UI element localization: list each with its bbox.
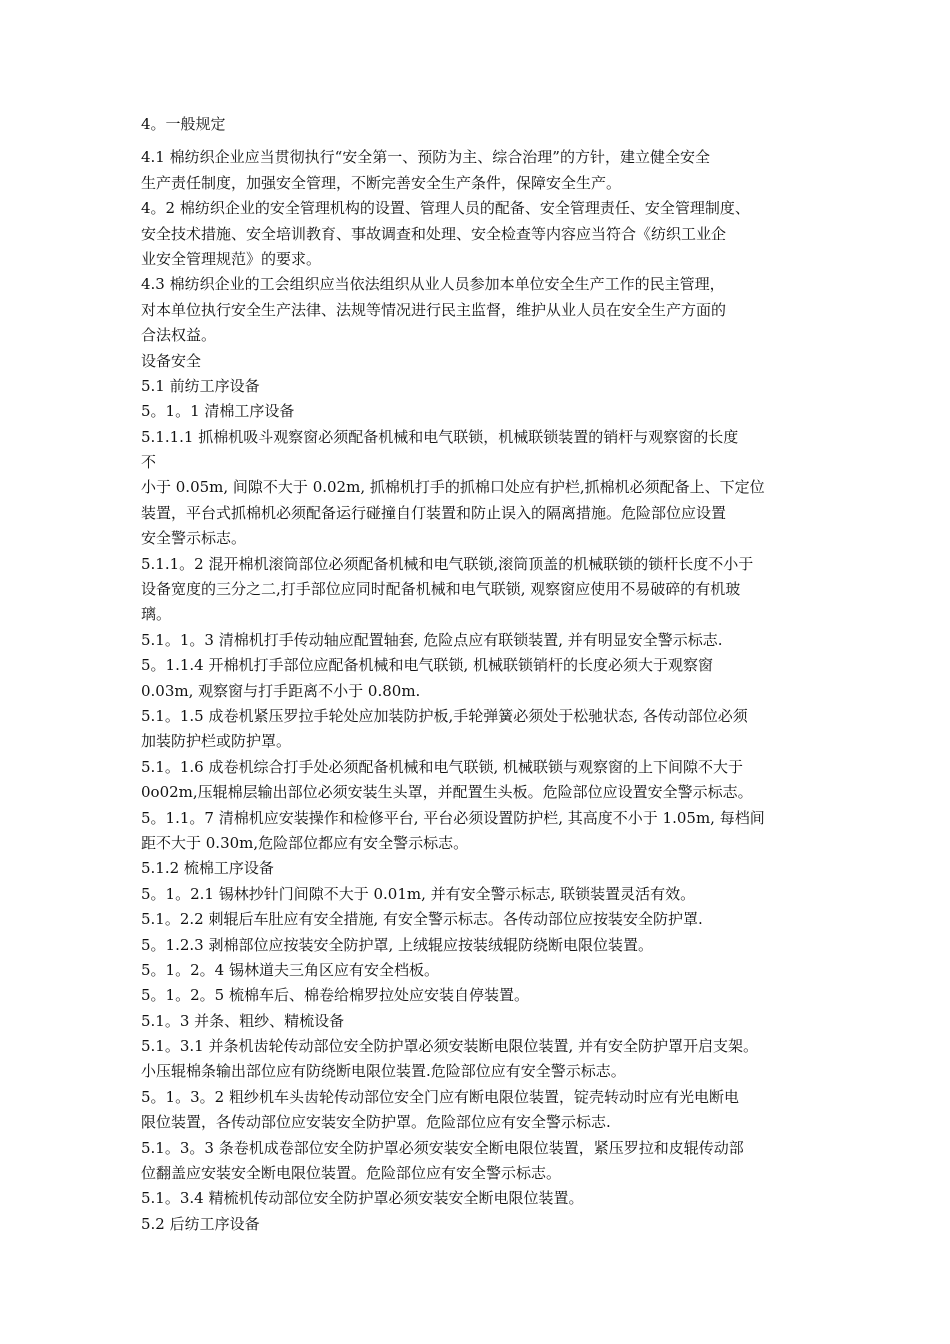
paragraph-gap: [141, 137, 831, 145]
document-body: [141, 112, 831, 1237]
text-line: 5.1 前纺工序设备: [141, 376, 260, 395]
text-line: 0.03m, 观察窗与打手距离不小于 0.80m.: [141, 681, 421, 700]
text-line: 5.1。3.4 精梳机传动部位安全防护罩必须安装安全断电限位装置。: [141, 1189, 584, 1208]
text-line: 5.1。3 并条、粗纱、精梳设备: [141, 1011, 345, 1030]
text-line: 5.1。3。3 条卷机成卷部位安全防护罩必须安装安全断电限位装置，紧压罗拉和皮辊传动部: [141, 1138, 744, 1157]
text-line: 加装防护栏或防护罩。: [141, 732, 292, 751]
text-line: 限位装置，各传动部位应安装安全防护罩。危险部位应有安全警示标志.: [141, 1113, 611, 1132]
text-line: 生产责任制度，加强安全管理，不断完善安全生产条件，保障安全生产。: [141, 173, 622, 192]
text-line: 5.2 后纺工序设备: [141, 1214, 260, 1233]
text-line: 0o02m,压辊棉层输出部位必须安装生头罩，并配置生头板。危险部位应设置安全警示标志。: [141, 783, 753, 802]
text-line: 璃。: [141, 605, 172, 624]
text-line: 距不大于 0.30m,危险部位都应有安全警示标志。: [141, 833, 469, 852]
text-line: 安全警示标志。: [141, 529, 247, 548]
text-line: 5。1.2.3 剥棉部位应按装安全防护罩, 上绒辊应按装绒辊防绕断电限位装置。: [141, 935, 654, 954]
text-line: 5.1.2 梳棉工序设备: [141, 859, 274, 878]
text-line: 设备安全: [141, 351, 202, 370]
text-line: 业安全管理规范》的要求。: [141, 249, 322, 268]
text-line: 4。一般规定: [141, 115, 226, 133]
text-line: 5。1。3。2 粗纱机车头齿轮传动部位安全门应有断电限位装置，锭壳转动时应有光电断电: [141, 1087, 739, 1106]
text-line: 5.1。3.1 并条机齿轮传动部位安全防护罩必须安装断电限位装置, 并有安全防护罩开启支架。: [141, 1037, 759, 1056]
text-line: 小于 0.05m, 间隙不大于 0.02m, 抓棉机打手的抓棉口处应有护栏,抓棉机必须配备上、下定位: [141, 478, 765, 497]
text-line: 5.1。2.2 刺辊后车肚应有安全措施, 有安全警示标志。各传动部位应按装安全防护罩.: [141, 910, 703, 929]
text-line: 4.3 棉纺织企业的工会组织应当依法组织从业人员参加本单位安全生产工作的民主管理，: [141, 275, 725, 294]
text-line: 5.1。1.6 成卷机综合打手处必须配备机械和电气联锁, 机械联锁与观察窗的上下间隙不大于: [141, 757, 744, 776]
text-line: 5。1.1。7 清棉机应安装操作和检修平台, 平台必须设置防护栏, 其高度不小于 1.05m, 每档间: [141, 808, 765, 827]
text-line: 不: [141, 453, 157, 472]
text-line: 5。1.1.4 开棉机打手部位应配备机械和电气联锁, 机械联锁销杆的长度必须大于观察窗: [141, 656, 714, 675]
text-line: 装置，平台式抓棉机必须配备运行碰撞自仃装置和防止误入的隔离措施。危险部位应设置: [141, 503, 727, 522]
text-line: 5.1.1.1 抓棉机吸斗观察窗必须配备机械和电气联锁，机械联锁装置的销杆与观察窗的长度: [141, 427, 739, 446]
text-line: 5.1。1.5 成卷机紧压罗拉手轮处应加装防护板,手轮弹簧必须处于松驰状态, 各传动部位必须: [141, 706, 748, 725]
text-line: 5.1.1。2 混开棉机滚筒部位必须配备机械和电气联锁,滚筒顶盖的机械联锁的锁杆长度不小于: [141, 554, 754, 573]
text-line: 合法权益。: [141, 326, 217, 345]
text-line: 5。1。2。4 锡林道夫三角区应有安全档板。: [141, 960, 439, 979]
text-line: 小压辊棉条输出部位应有防绕断电限位装置.危险部位应有安全警示标志。: [141, 1062, 626, 1081]
text-line: 5。1。2.1 锡林抄针门间隙不大于 0.01m, 并有安全警示标志, 联锁装置灵活有效。: [141, 884, 696, 903]
text-line: 4。2 棉纺织企业的安全管理机构的设置、管理人员的配备、安全管理责任、安全管理制度、: [141, 199, 750, 218]
text-line: 5.1。1。3 清棉机打手传动轴应配置轴套, 危险点应有联锁装置, 并有明显安全警示标志.: [141, 630, 723, 649]
text-line: 4.1 棉纺织企业应当贯彻执行“安全第一、预防为主、综合治理”的方针，建立健全安全: [141, 148, 710, 167]
text-line: 5。1。2。5 梳棉车后、棉卷给棉罗拉处应安装自停装置。: [141, 986, 529, 1005]
text-line: 安全技术措施、安全培训教育、事故调查和处理、安全检查等内容应当符合《纺织工业企: [141, 224, 727, 243]
text-line: 位翻盖应安装安全断电限位装置。危险部位应有安全警示标志。: [141, 1164, 562, 1183]
text-line: 对本单位执行安全生产法律、法规等情况进行民主监督，维护从业人员在安全生产方面的: [141, 300, 727, 319]
text-line: 5。1。1 清棉工序设备: [141, 402, 295, 421]
text-line: 设备宽度的三分之二,打手部位应同时配备机械和电气联锁, 观察窗应使用不易破碎的有机玻: [141, 580, 741, 599]
